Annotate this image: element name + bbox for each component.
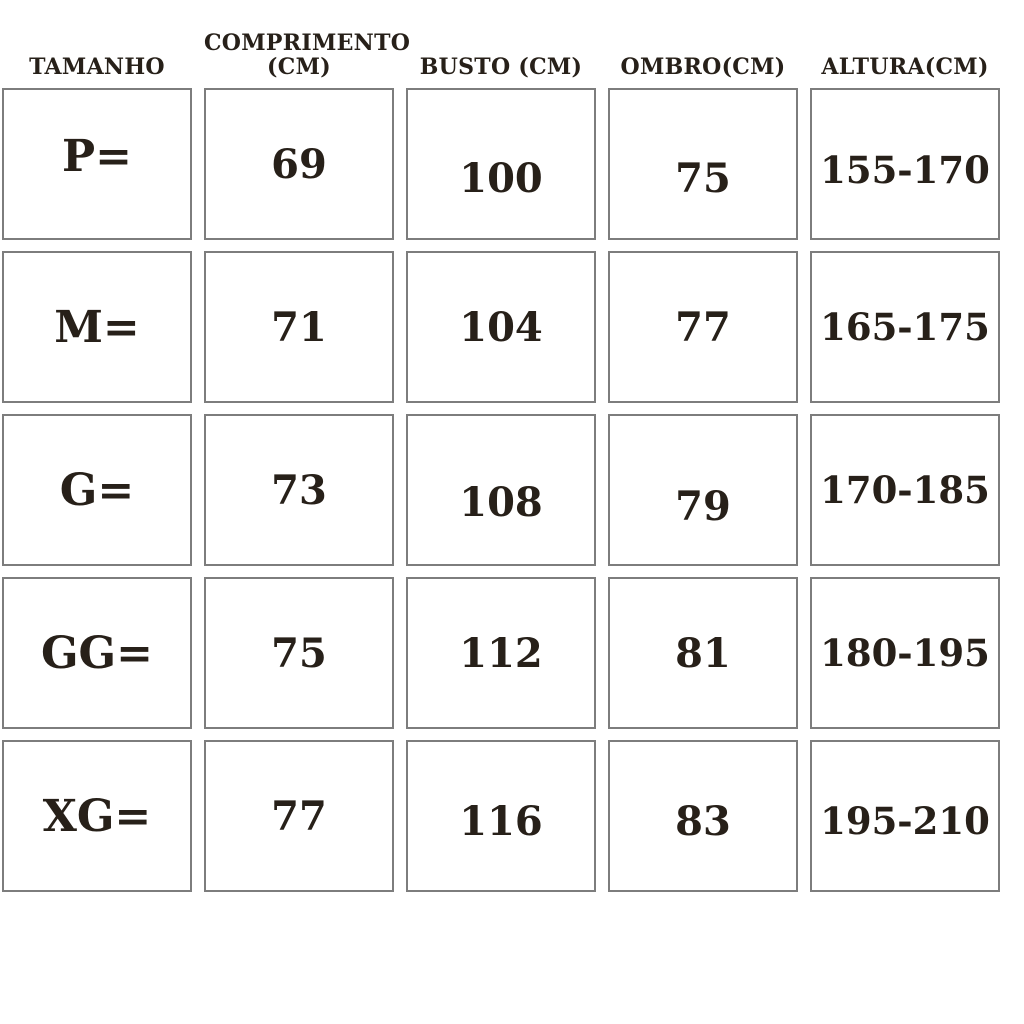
table-cell bbox=[204, 88, 394, 240]
table-cell bbox=[810, 577, 1000, 729]
cell-value: 69 bbox=[271, 140, 327, 188]
cell-value: 75 bbox=[271, 629, 327, 677]
cell-value: 100 bbox=[459, 154, 543, 202]
table-cell bbox=[204, 414, 394, 566]
cell-value: 180-195 bbox=[820, 631, 990, 675]
table-row-xg bbox=[2, 740, 1002, 892]
table-cell bbox=[810, 414, 1000, 566]
table-cell bbox=[406, 88, 596, 240]
cell-value: 71 bbox=[271, 303, 327, 351]
table-row-gg bbox=[2, 577, 1002, 729]
cell-value: P= bbox=[62, 130, 132, 182]
cell-value: G= bbox=[59, 464, 135, 516]
cell-value: M= bbox=[54, 301, 140, 353]
table-cell bbox=[810, 740, 1000, 892]
cell-value: GG= bbox=[40, 627, 154, 679]
table-cell bbox=[608, 414, 798, 566]
cell-value: 81 bbox=[675, 629, 731, 677]
table-cell bbox=[406, 740, 596, 892]
table-row-m bbox=[2, 251, 1002, 403]
cell-value: 79 bbox=[675, 482, 731, 530]
cell-value: 112 bbox=[459, 629, 543, 677]
table-row-g bbox=[2, 414, 1002, 566]
table-cell bbox=[2, 251, 192, 403]
table-cell bbox=[406, 414, 596, 566]
cell-value: 77 bbox=[271, 792, 327, 840]
table-cell bbox=[406, 251, 596, 403]
table-cell bbox=[204, 740, 394, 892]
table-cell bbox=[2, 577, 192, 729]
cell-value: 195-210 bbox=[820, 799, 990, 843]
column-header-altura: ALTURA(CM) bbox=[821, 54, 989, 81]
cell-value: XG= bbox=[42, 790, 152, 842]
table-cell bbox=[608, 251, 798, 403]
column-header-busto: BUSTO (CM) bbox=[419, 54, 583, 81]
cell-value: 116 bbox=[459, 797, 543, 845]
table-cell bbox=[810, 251, 1000, 403]
cell-value: 170-185 bbox=[820, 468, 990, 512]
cell-value: 83 bbox=[675, 797, 731, 845]
cell-value: 155-170 bbox=[820, 148, 990, 192]
table-cell bbox=[406, 577, 596, 729]
table-cell bbox=[2, 414, 192, 566]
table-cell bbox=[608, 88, 798, 240]
cell-value: 108 bbox=[459, 478, 543, 526]
table-cell bbox=[810, 88, 1000, 240]
cell-value: 75 bbox=[675, 154, 731, 202]
cell-value: 73 bbox=[271, 466, 327, 514]
column-header-comprimento: COMPRIMENTO (CM) bbox=[204, 29, 411, 81]
column-header-ombro: OMBRO(CM) bbox=[620, 54, 786, 81]
table-cell bbox=[204, 577, 394, 729]
size-chart-table bbox=[2, 0, 1002, 903]
table-cell bbox=[204, 251, 394, 403]
cell-value: 77 bbox=[675, 303, 731, 351]
table-cell bbox=[2, 88, 192, 240]
cell-value: 165-175 bbox=[820, 305, 990, 349]
table-cell bbox=[2, 740, 192, 892]
table-cell bbox=[608, 740, 798, 892]
column-header-tamanho: TAMANHO bbox=[29, 54, 165, 81]
cell-value: 104 bbox=[459, 303, 543, 351]
table-row-p bbox=[2, 88, 1002, 240]
table-cell bbox=[608, 577, 798, 729]
table-header-row bbox=[2, 0, 1002, 88]
